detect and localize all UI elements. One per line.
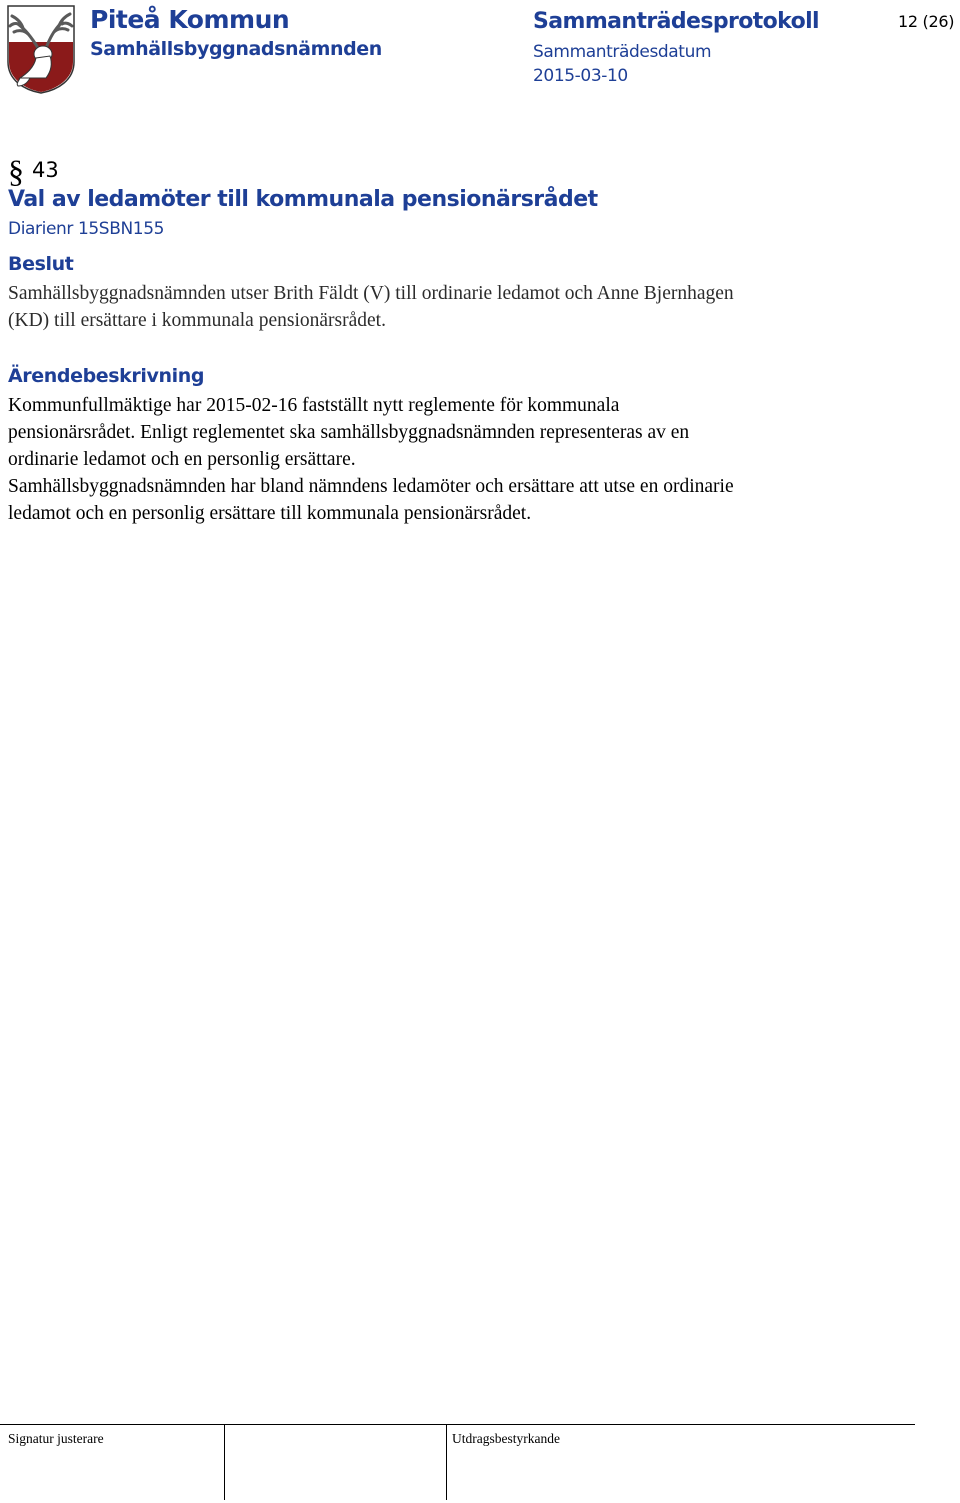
meeting-date: 2015-03-10 (533, 66, 628, 86)
organization-name: Piteå Kommun (90, 5, 290, 34)
section-symbol: § (8, 153, 24, 189)
decision-heading: Beslut (8, 253, 74, 275)
footer-divider (446, 1424, 447, 1500)
text-line: Kommunfullmäktige har 2015-02-16 fastställt nytt reglemente för kommunala (8, 395, 620, 416)
text-line: Samhällsbyggnadsnämnden har bland nämndens ledamöter och ersättare att utse en ordinarie (8, 476, 734, 497)
case-description-text (8, 392, 734, 527)
document-type: Sammanträdesprotokoll (533, 9, 820, 34)
section-number: 43 (32, 158, 59, 182)
footer-rule (0, 1424, 915, 1425)
extract-certification-label: Utdragsbestyrkande (452, 1431, 560, 1446)
reindeer-coat-of-arms-icon (6, 4, 76, 94)
footer-divider (224, 1424, 225, 1500)
text-line: (KD) till ersättare i kommunala pensionärsrådet. (8, 310, 386, 331)
page-number: 12 (26) (898, 12, 955, 31)
meeting-date-label: Sammanträdesdatum (533, 42, 712, 62)
diary-number: Diarienr 15SBN155 (8, 219, 165, 239)
decision-text (8, 280, 734, 334)
signature-label: Signatur justerare (8, 1431, 104, 1446)
text-line: ledamot och en personlig ersättare till kommunala pensionärsrådet. (8, 503, 532, 524)
case-description-heading: Ärendebeskrivning (8, 365, 205, 387)
text-line: ordinarie ledamot och en personlig ersättare. (8, 449, 356, 470)
text-line: Samhällsbyggnadsnämnden utser Brith Fäldt (V) till ordinarie ledamot och Anne Bjernhagen (8, 283, 734, 304)
section-title: Val av ledamöter till kommunala pensionärsrådet (8, 187, 598, 212)
organization-unit: Samhällsbyggnadsnämnden (90, 38, 382, 60)
text-line: pensionärsrådet. Enligt reglementet ska samhällsbyggnadsnämnden representeras av en (8, 422, 690, 443)
